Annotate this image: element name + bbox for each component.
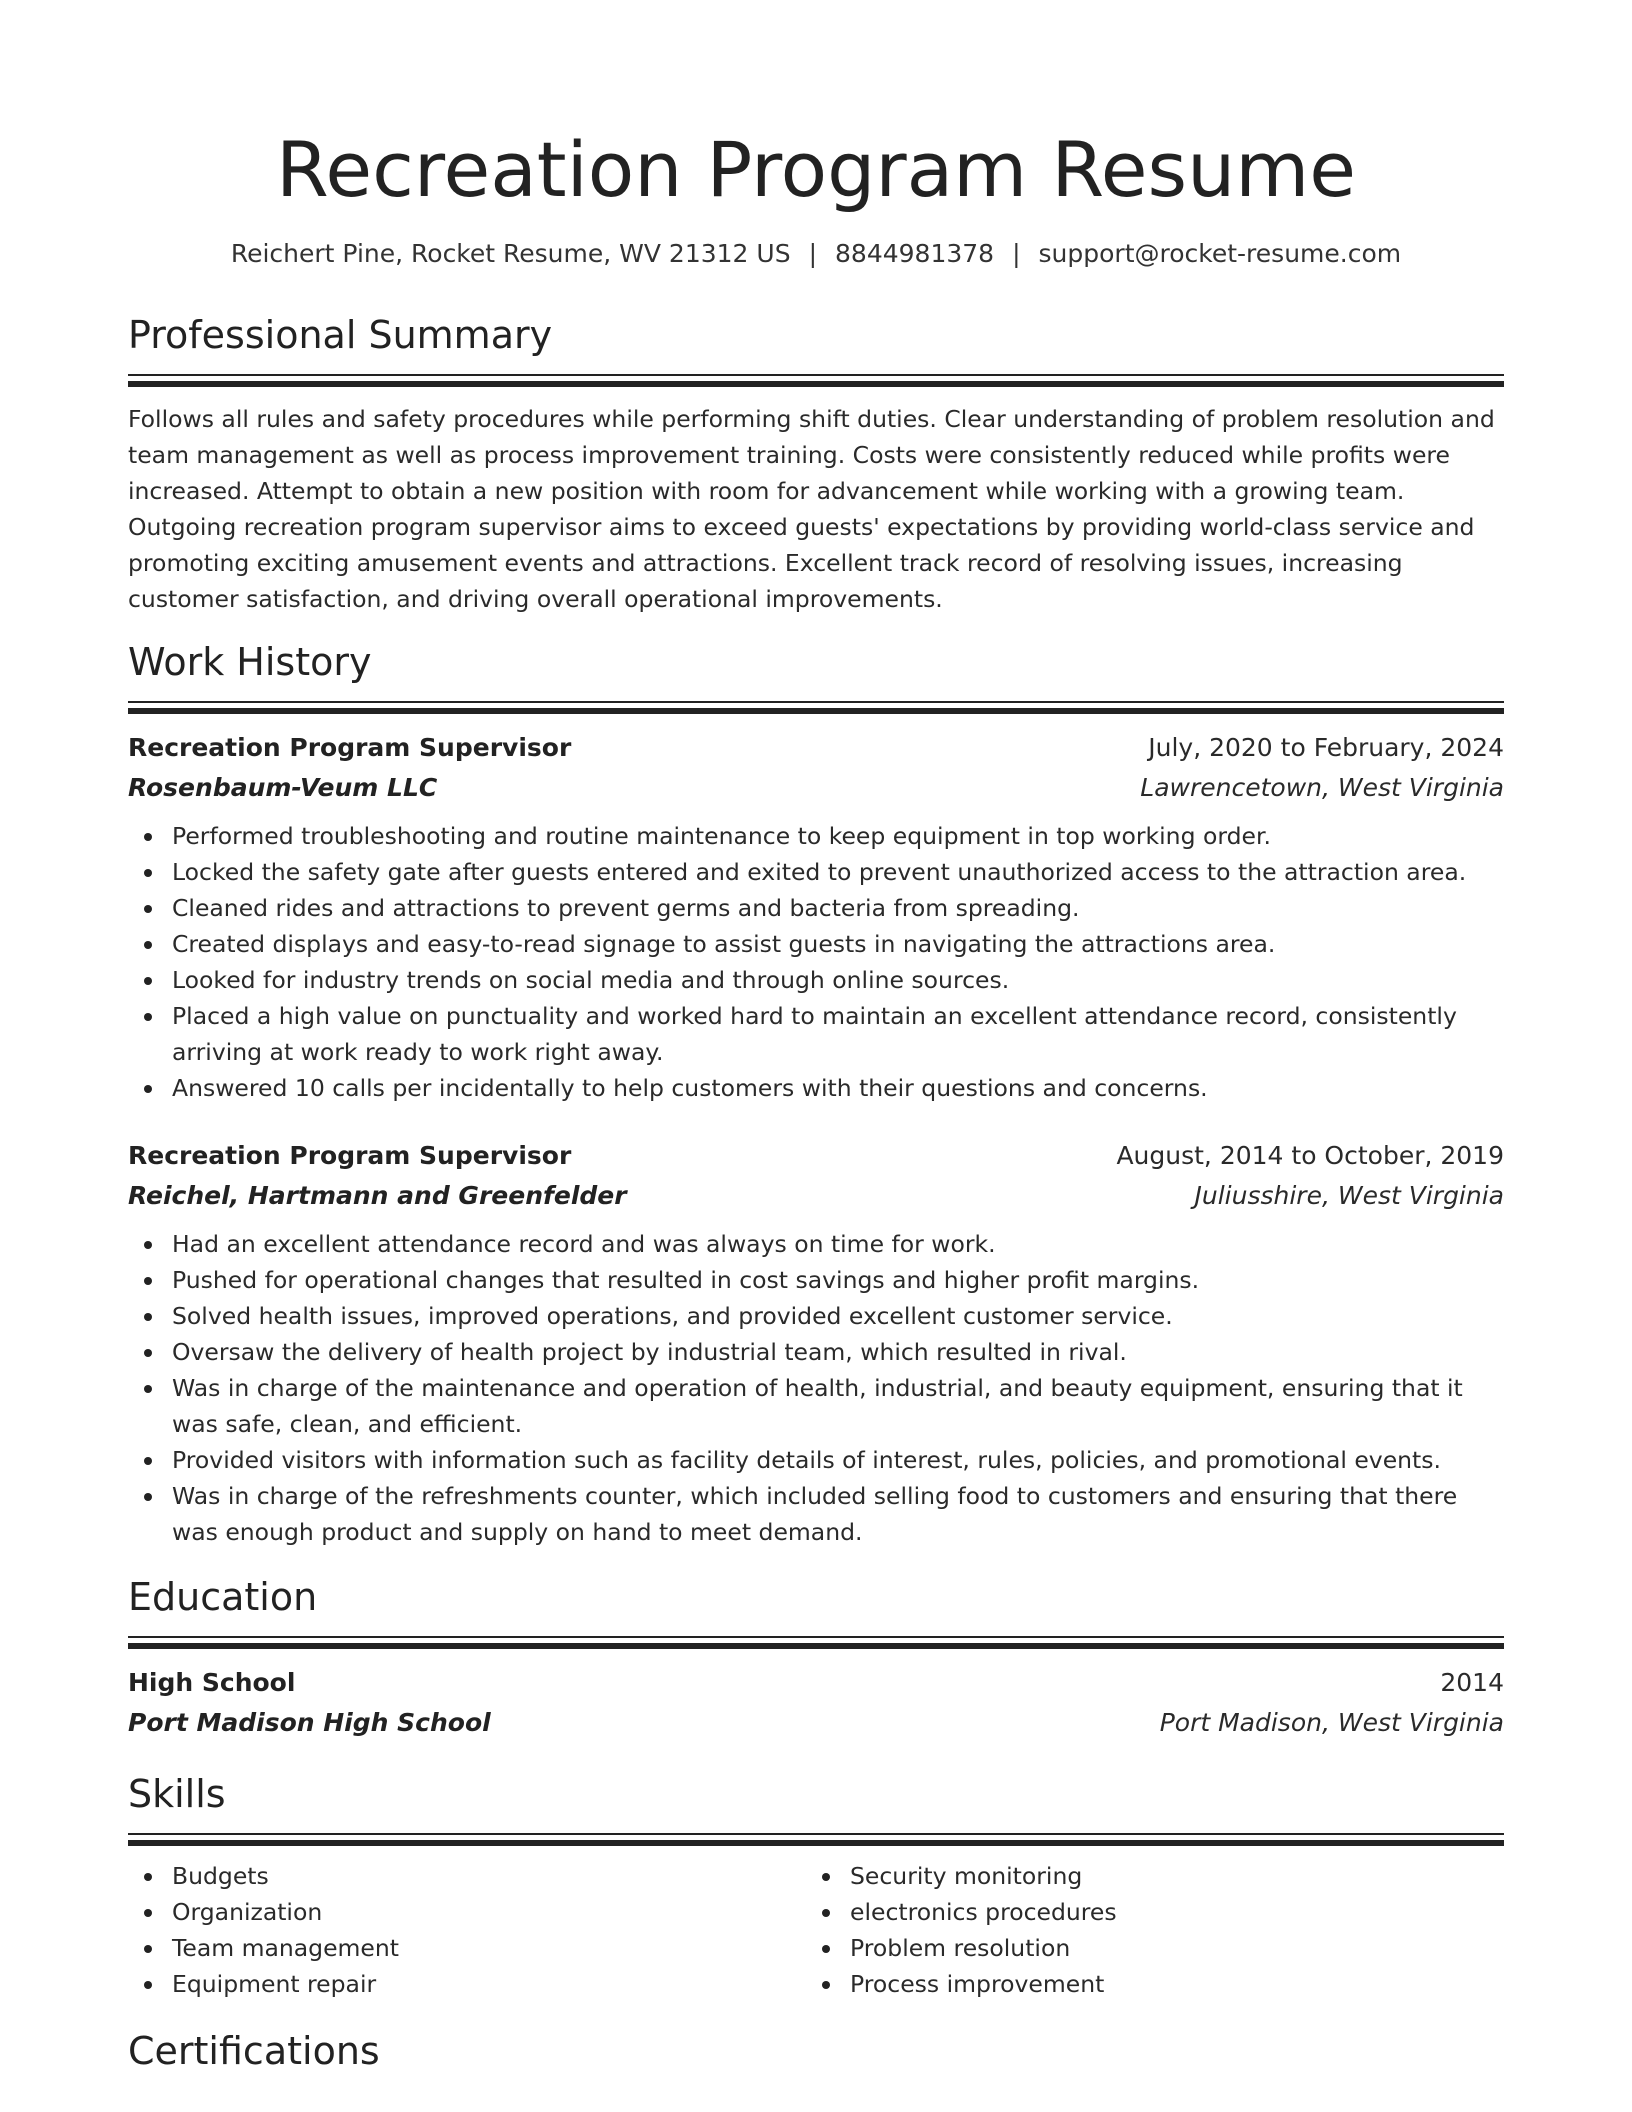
education-entry [128,1663,1504,1743]
section-divider-thick [128,381,1504,387]
contact-separator: | [808,239,818,268]
list-item: electronics procedures [850,1894,1484,1930]
job-dates: July, 2020 to February, 2024 [1148,733,1504,762]
job-entry [128,1136,1504,1550]
list-item: Placed a high value on punctuality and worked hard to maintain an excellent attendance record, consistently arriving at work ready to work right away. [172,998,1504,1070]
contact-phone: 8844981378 [835,239,995,268]
list-item: Provided visitors with information such as facility details of interest, rules, policies, and promotional events. [172,1442,1504,1478]
skills-list [128,1858,806,2002]
education-section [128,1572,1504,1743]
skills-column-left [128,1858,806,2002]
job-company-row [128,768,1504,808]
job-duties-list [128,818,1504,1106]
education-header-row [128,1663,1504,1703]
list-item: Looked for industry trends on social media and through online sources. [172,962,1504,998]
list-item: Had an excellent attendance record and was always on time for work. [172,1226,1504,1262]
list-item: Cleaned rides and attractions to prevent germs and bacteria from spreading. [172,890,1504,926]
list-item: Answered 10 calls per incidentally to help customers with their questions and concerns. [172,1070,1504,1106]
education-school: Port Madison High School [128,1708,491,1737]
job-location: Juliusshire, West Virginia [1194,1181,1504,1210]
list-item: Oversaw the delivery of health project by industrial team, which resulted in rival. [172,1334,1504,1370]
education-school-row [128,1703,1504,1743]
contact-separator: | [1012,239,1021,268]
contact-line [128,238,1504,270]
resume-page [128,0,1504,2076]
section-divider-thick [128,1643,1504,1649]
skills-list [806,1858,1484,2002]
section-divider [128,1833,1504,1835]
list-item: Was in charge of the refreshments counter, which included selling food to customers and ensuring that there was enough product and supply on hand to meet demand. [172,1478,1504,1550]
skills-section [128,1769,1504,2002]
list-item: Budgets [172,1858,806,1894]
job-company: Reichel, Hartmann and Greenfelder [128,1181,627,1210]
section-divider [128,374,1504,376]
section-divider [128,701,1504,703]
job-company: Rosenbaum-Veum LLC [128,773,438,802]
list-item: Pushed for operational changes that resulted in cost savings and higher profit margins. [172,1262,1504,1298]
list-item: Created displays and easy-to-read signage to assist guests in navigating the attractions area. [172,926,1504,962]
job-dates: August, 2014 to October, 2019 [1116,1141,1504,1170]
job-entry [128,728,1504,1106]
job-header-row [128,1136,1504,1176]
list-item: Team management [172,1930,806,1966]
summary-section [128,310,1504,617]
contact-address: Reichert Pine, Rocket Resume, WV 21312 US [230,239,791,268]
section-divider-thick [128,1840,1504,1846]
skills-heading: Skills [128,1772,226,1816]
education-year: 2014 [1440,1668,1504,1697]
job-title: Recreation Program Supervisor [128,1141,572,1170]
certifications-heading: Certifications [128,2029,380,2073]
job-header-row [128,728,1504,768]
list-item: Was in charge of the maintenance and operation of health, industrial, and beauty equipment, ensuring that it was safe, clean, and efficient. [172,1370,1504,1442]
section-divider [128,1636,1504,1638]
list-item: Equipment repair [172,1966,806,2002]
resume-title: Recreation Program Resume [275,125,1357,214]
list-item: Locked the safety gate after guests entered and exited to prevent unauthorized access to the attraction area. [172,854,1504,890]
certifications-section [128,2026,1504,2076]
list-item: Performed troubleshooting and routine maintenance to keep equipment in top working order. [172,818,1504,854]
job-title: Recreation Program Supervisor [128,733,572,762]
contact-email: support@rocket-resume.com [1038,239,1402,268]
section-divider-thick [128,708,1504,714]
job-location: Lawrencetown, West Virginia [1140,773,1504,802]
list-item: Problem resolution [850,1930,1484,1966]
summary-heading: Professional Summary [128,313,553,357]
list-item: Security monitoring [850,1858,1484,1894]
education-degree: High School [128,1668,296,1697]
work-history-heading: Work History [128,640,372,684]
summary-text: Follows all rules and safety procedures while performing shift duties. Clear understanding of problem resolution and team management as well as process improvement training. Costs were consistently reduced while profits were increased. Attempt to obtain a new position with room for advancement while working with a growing team. Outgoing recreation program supervisor aims to exceed guests' expectations by providing world-class service and promoting exciting amusement events and attractions. Excellent track record of resolving issues, increasing customer satisfaction, and driving overall operational improvements. [128,405,1495,613]
work-history-section [128,637,1504,1550]
skills-column-right [806,1858,1484,2002]
list-item: Process improvement [850,1966,1484,2002]
skills-grid [128,1858,1504,2002]
list-item: Organization [172,1894,806,1930]
list-item: Solved health issues, improved operations, and provided excellent customer service. [172,1298,1504,1334]
job-company-row [128,1176,1504,1216]
education-location: Port Madison, West Virginia [1159,1708,1504,1737]
education-heading: Education [128,1575,318,1619]
job-duties-list [128,1226,1504,1550]
